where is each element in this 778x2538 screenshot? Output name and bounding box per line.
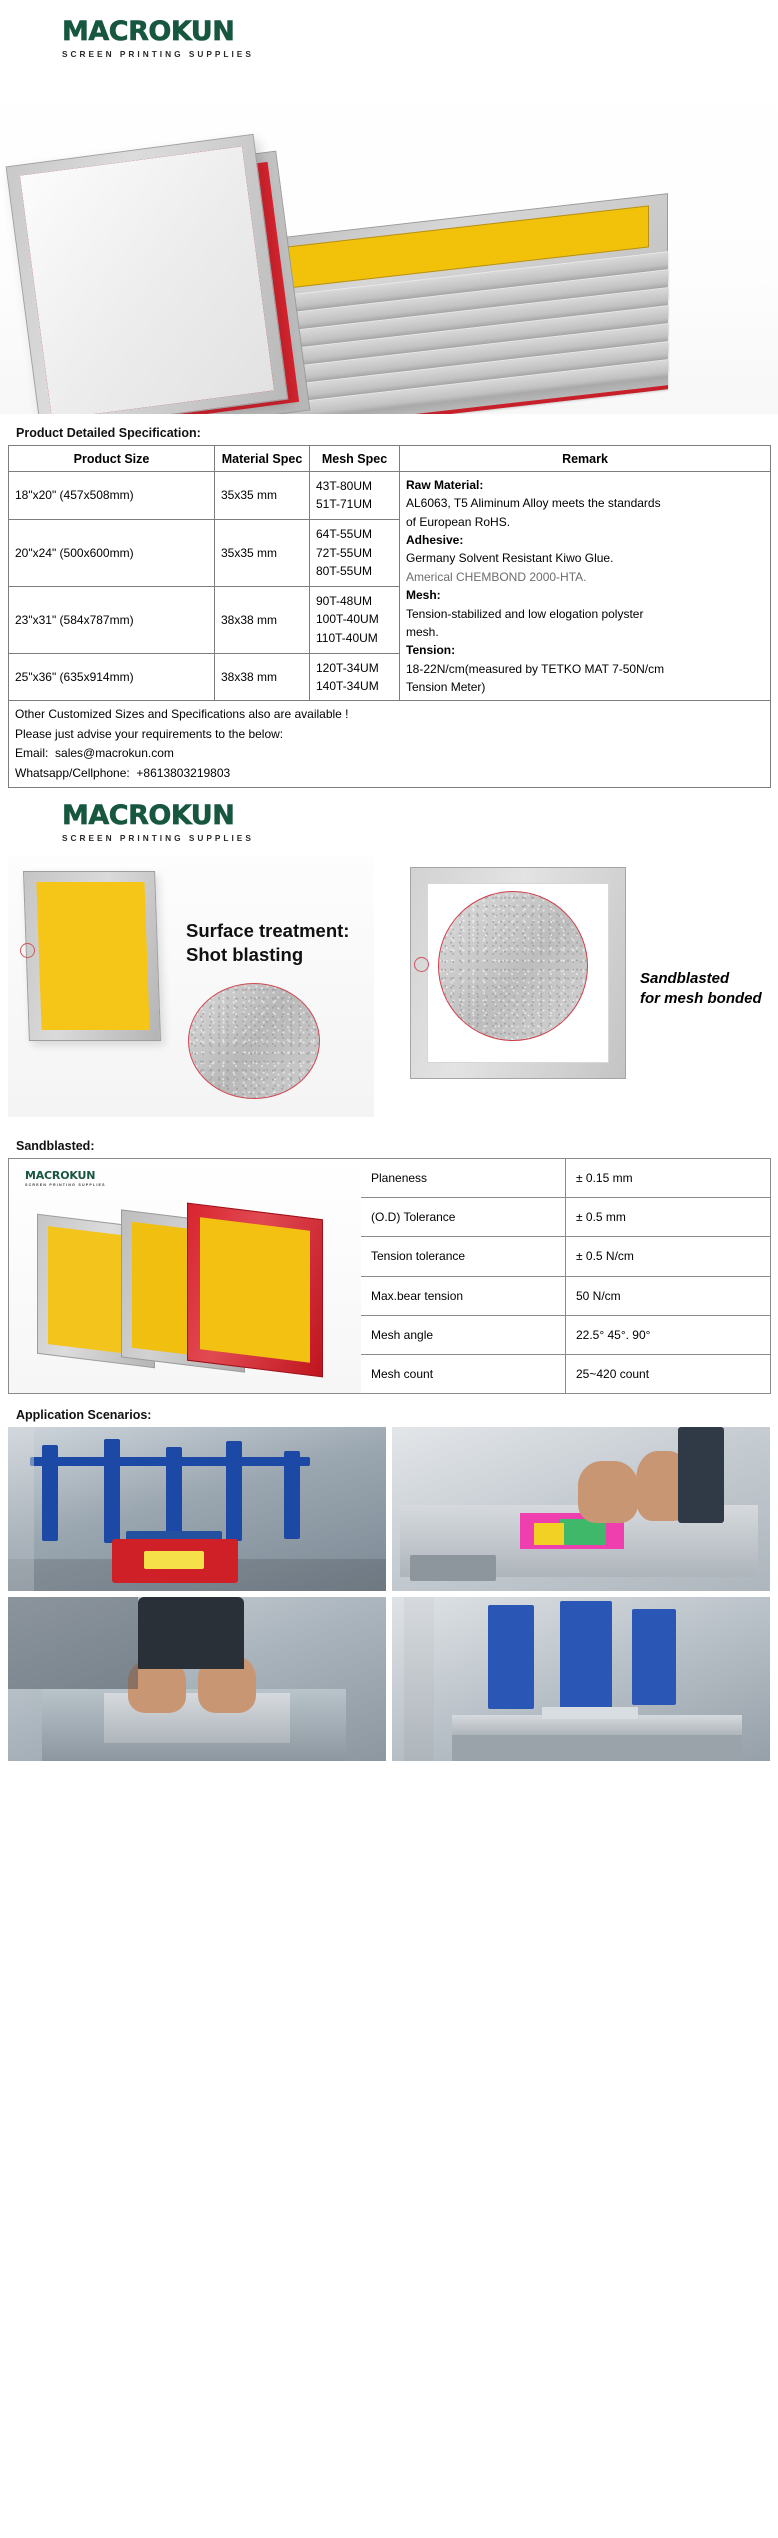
sb-value: ± 0.15 mm	[566, 1159, 771, 1198]
cell-remark	[400, 472, 771, 701]
cell-product-size: 25"x36" (635x914mm)	[9, 653, 215, 701]
application-photo-squeegee	[392, 1427, 770, 1591]
sb-label: Mesh angle	[361, 1315, 566, 1354]
sb-value: ± 0.5 mm	[566, 1198, 771, 1237]
remark-mesh-line2: mesh.	[406, 624, 439, 639]
sb-value: 50 N/cm	[566, 1276, 771, 1315]
frame-stack-illustration	[250, 217, 680, 399]
mesh-value: 64T-55UM	[316, 527, 373, 542]
application-scenarios-section	[0, 1394, 778, 1771]
application-heading: Application Scenarios:	[16, 1408, 152, 1423]
sb-label: Planeness	[361, 1159, 566, 1198]
contact-email-line	[15, 744, 764, 763]
remark-tension-line2: Tension Meter)	[406, 679, 486, 694]
remark-adhesive-line2: Americal CHEMBOND 2000-HTA.	[406, 569, 587, 584]
photo-watermark-logo	[25, 1169, 106, 1187]
mesh-value: 110T-40UM	[316, 630, 378, 645]
watermark-brand-name: MACROKUN	[25, 1169, 96, 1183]
remark-mesh-label: Mesh:	[406, 588, 441, 603]
brand-name: MACROKUN	[62, 16, 235, 47]
mesh-value: 140T-34UM	[316, 678, 379, 693]
spec-heading: Product Detailed Specification:	[16, 426, 201, 440]
cell-mesh-spec	[310, 519, 400, 586]
table-footer-row	[9, 701, 771, 788]
watermark-tagline: SCREEN PRINTING SUPPLIES	[25, 1183, 106, 1188]
remark-mesh-line1: Tension-stabilized and low elogation polyster	[406, 606, 644, 621]
cell-product-size: 23"x31" (584x787mm)	[9, 586, 215, 653]
sb-label: Tension tolerance	[361, 1237, 566, 1276]
mesh-value: 72T-55UM	[316, 545, 373, 560]
remark-tension-label: Tension:	[406, 643, 456, 658]
brand-tagline: SCREEN PRINTING SUPPLIES	[62, 49, 254, 59]
brand-logo-top	[0, 0, 778, 69]
remark-raw-material-line2: of European RoHS.	[406, 514, 511, 529]
caption-line1: Sandblasted	[640, 970, 730, 988]
sb-label: (O.D) Tolerance	[361, 1198, 566, 1237]
cell-material-spec: 35x35 mm	[215, 472, 310, 520]
note-line2: Please just advise your requirements to the below:	[15, 726, 284, 741]
surface-treatment-title	[186, 919, 349, 968]
callout-marker-icon	[20, 943, 35, 958]
frames-photo-illustration	[9, 1159, 361, 1393]
cell-product-photo	[9, 1159, 361, 1394]
email-value[interactable]: sales@macrokun.com	[55, 746, 174, 761]
cell-mesh-spec	[310, 472, 400, 520]
leaning-frame-front	[6, 134, 289, 414]
application-photo-automation	[392, 1597, 770, 1761]
mesh-value: 100T-40UM	[316, 612, 379, 627]
surface-title-line2: Shot blasting	[186, 944, 304, 966]
cell-material-spec: 38x38 mm	[215, 653, 310, 701]
cell-mesh-spec	[310, 653, 400, 701]
sb-value: 25~420 count	[566, 1354, 771, 1393]
remark-adhesive-line1: Germany Solvent Resistant Kiwo Glue.	[406, 551, 614, 566]
cell-mesh-spec	[310, 586, 400, 653]
frame-illustration-red	[187, 1203, 323, 1378]
caption-line2: for mesh bonded	[640, 989, 762, 1007]
cell-material-spec: 38x38 mm	[215, 586, 310, 653]
sandblasted-panel	[388, 857, 770, 1117]
remark-raw-material-label: Raw Material:	[406, 478, 484, 492]
contact-phone-line	[15, 764, 764, 783]
brand-tagline: SCREEN PRINTING SUPPLIES	[62, 833, 254, 844]
sb-label: Mesh count	[361, 1354, 566, 1393]
application-photo-washing	[8, 1597, 386, 1761]
surface-title-line1: Surface treatment:	[186, 920, 350, 942]
cell-product-size: 18"x20" (457x508mm)	[9, 472, 215, 520]
email-label: Email:	[15, 746, 49, 761]
col-header-material-spec: Material Spec	[215, 446, 310, 472]
col-header-mesh-spec: Mesh Spec	[310, 446, 400, 472]
remark-tension-line1: 18-22N/cm(measured by TETKO MAT 7-50N/cm	[406, 661, 665, 676]
sandblasted-spec-table	[8, 1158, 771, 1394]
mesh-value: 120T-34UM	[316, 660, 379, 675]
table-header-row	[9, 446, 771, 472]
specification-table	[8, 445, 771, 788]
application-photo-grid	[8, 1427, 770, 1761]
col-header-product-size: Product Size	[9, 446, 215, 472]
mesh-value: 90T-48UM	[316, 594, 373, 609]
col-header-remark: Remark	[400, 446, 771, 472]
callout-marker-icon	[414, 957, 429, 972]
phone-label: Whatsapp/Cellphone:	[15, 765, 130, 780]
sb-value: ± 0.5 N/cm	[566, 1237, 771, 1276]
application-photo-carousel-press	[8, 1427, 386, 1591]
cell-material-spec: 35x35 mm	[215, 519, 310, 586]
table-row	[9, 1159, 771, 1198]
remark-raw-material-line1: AL6063, T5 Aliminum Alloy meets the standards	[406, 496, 661, 511]
brand-logo-middle	[0, 788, 778, 851]
shot-blasting-panel	[8, 857, 374, 1117]
sandblasted-heading: Sandblasted:	[16, 1139, 95, 1154]
sandblasted-caption	[640, 969, 766, 1009]
mesh-value: 43T-80UM	[316, 479, 373, 494]
sb-label: Max.bear tension	[361, 1276, 566, 1315]
note-line1: Other Customized Sizes and Specifications also are available !	[15, 707, 349, 722]
table-row	[9, 472, 771, 520]
sandblasted-texture-closeup	[438, 891, 588, 1041]
mesh-value: 80T-55UM	[316, 563, 373, 578]
sandblasted-section	[0, 1129, 778, 1394]
blasted-texture-closeup	[188, 983, 320, 1099]
mesh-value: 51T-71UM	[316, 497, 373, 512]
cell-contact-note	[9, 701, 771, 788]
remark-adhesive-label: Adhesive:	[406, 533, 464, 548]
hero-product-image	[0, 69, 778, 414]
surface-treatment-section	[0, 851, 778, 1129]
phone-value[interactable]: +8613803219803	[136, 765, 231, 780]
yellow-mesh-frame-illustration	[23, 871, 161, 1041]
sb-value: 22.5° 45°. 90°	[566, 1315, 771, 1354]
brand-name: MACROKUN	[62, 800, 235, 832]
spec-section	[0, 414, 778, 788]
cell-product-size: 20"x24" (500x600mm)	[9, 519, 215, 586]
